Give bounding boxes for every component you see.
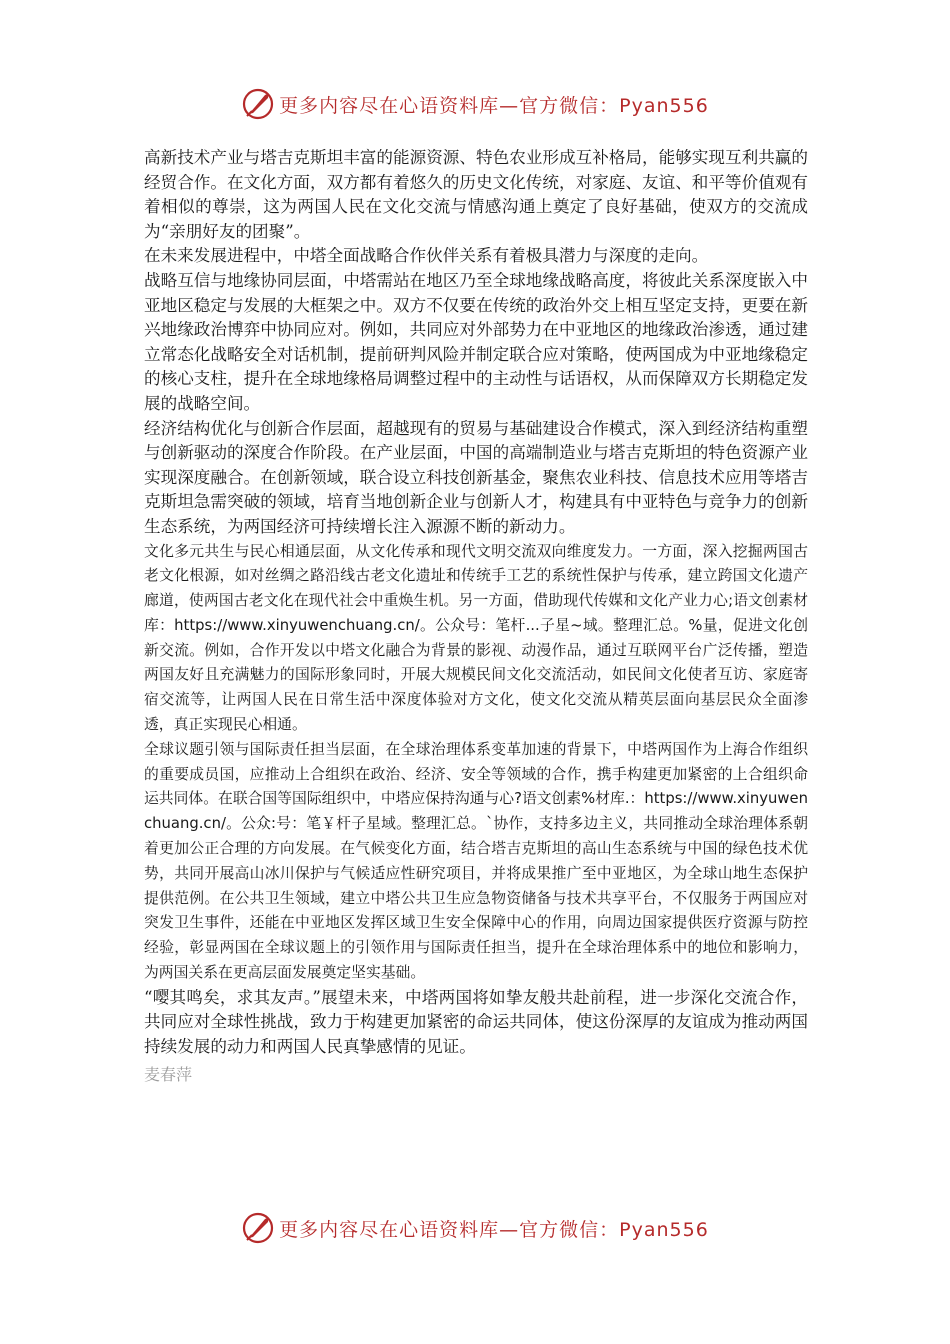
footer-banner-text: 更多内容尽在心语资料库—官方微信：Pyan556 bbox=[279, 1218, 709, 1241]
paragraph-7: “嘤其鸣矣，求其友声。”展望未来，中塔两国将如挚友般共赴前程，进一步深化交流合作，共同应对全球性挑战，致力于构建更加紧密的命运共同体，使这份深厚的友谊成为推动两国持续发展的动力和两国人民真挚感情的见证。 bbox=[144, 987, 808, 1057]
paragraph-5: 文化多元共生与民心相通层面，从文化传承和现代文明交流双向维度发力。一方面，深入挖掘两国古老文化根源，如对丝绸之路沿线古老文化遗址和传统手工艺的系统性保护与传承，建立跨国文化遗产廊道，使两国古老文化在现代社会中重焕生机。另一方面，借助现代传媒和文化产业力心;语文创素材库：https://www.xinyuwenchuang.cn/。公众号：笔杆...子星~域。整理汇总。%量，促进文化创新交流。例如，合作开发以中塔文化融合为背景的影视、动漫作品，通过互联网平台广泛传播，塑造两国友好且充满魅力的国际形象同时，开展大规模民间文化交流活动，如民间文化使者互访、家庭寄宿交流等，让两国人民在日常生活中深度体验对方文化，使文化交流从精英层面向基层民众全面渗透，真正实现民心相通。 bbox=[144, 542, 808, 734]
header-watermark-banner bbox=[0, 84, 950, 124]
article-body bbox=[144, 146, 808, 1085]
quill-logo-icon bbox=[241, 87, 275, 121]
paragraph-3: 战略互信与地缘协同层面，中塔需站在地区乃至全球地缘战略高度，将彼此关系深度嵌入中亚地区稳定与发展的大框架之中。双方不仅要在传统的政治外交上相互坚定支持，更要在新兴地缘政治博弈中协同应对。例如，共同应对外部势力在中亚地区的地缘政治渗透，通过建立常态化战略安全对话机制，提前研判风险并制定联合应对策略，使两国成为中亚地缘稳定的核心支柱，提升在全球地缘格局调整过程中的主动性与话语权，从而保障双方长期稳定发展的战略空间。 bbox=[144, 270, 808, 413]
paragraph-4: 经济结构优化与创新合作层面，超越现有的贸易与基础建设合作模式，深入到经济结构重塑与创新驱动的深度合作阶段。在产业层面，中国的高端制造业与塔吉克斯坦的特色资源产业实现深度融合。在创新领域，联合设立科技创新基金，聚焦农业科技、信息技术应用等塔吉克斯坦急需突破的领域，培育当地创新企业与创新人才，构建具有中亚特色与竞争力的创新生态系统，为两国经济可持续增长注入源源不断的新动力。 bbox=[144, 418, 808, 536]
paragraph-2: 在未来发展进程中，中塔全面战略合作伙伴关系有着极具潜力与深度的走向。 bbox=[144, 246, 709, 266]
header-banner-text: 更多内容尽在心语资料库—官方微信：Pyan556 bbox=[279, 94, 709, 117]
quill-logo-icon bbox=[241, 1211, 275, 1245]
paragraph-6: 全球议题引领与国际责任担当层面，在全球治理体系变革加速的背景下，中塔两国作为上海合作组织的重要成员国，应推动上合组织在政治、经济、安全等领域的合作，携手构建更加紧密的上合组织命运共同体。在联合国等国际组织中，中塔应保持沟通与心?语文创素%材库.：https://www.xinyuwenchuang.cn/。公众:号：笔￥杆子星域。整理汇总。`协作，支持多边主义，共同推动全球治理体系朝着更加公正合理的方向发展。在气候变化方面，结合塔吉克斯坦的高山生态系统与中国的绿色技术优势，共同开展高山冰川保护与气候适应性研究项目，并将成果推广至中亚地区，为全球山地生态保护提供范例。在公共卫生领域，建立中塔公共卫生应急物资储备与技术共享平台，不仅服务于两国应对突发卫生事件，还能在中亚地区发挥区域卫生安全保障中心的作用，向周边国家提供医疗资源与防控经验，彰显两国在全球议题上的引领作用与国际责任担当，提升在全球治理体系中的地位和影响力，为两国关系在更高层面发展奠定坚实基础。 bbox=[144, 740, 808, 982]
author-name: 麦春萍 bbox=[144, 1064, 193, 1084]
footer-watermark-banner bbox=[0, 1208, 950, 1248]
paragraph-1: 高新技术产业与塔吉克斯坦丰富的能源资源、特色农业形成互补格局，能够实现互利共赢的经贸合作。在文化方面，双方都有着悠久的历史文化传统，对家庭、友谊、和平等价值观有着相似的尊崇，这为两国人民在文化交流与情感沟通上奠定了良好基础，使双方的交流成为“亲朋好友的团聚”。 bbox=[144, 148, 808, 241]
